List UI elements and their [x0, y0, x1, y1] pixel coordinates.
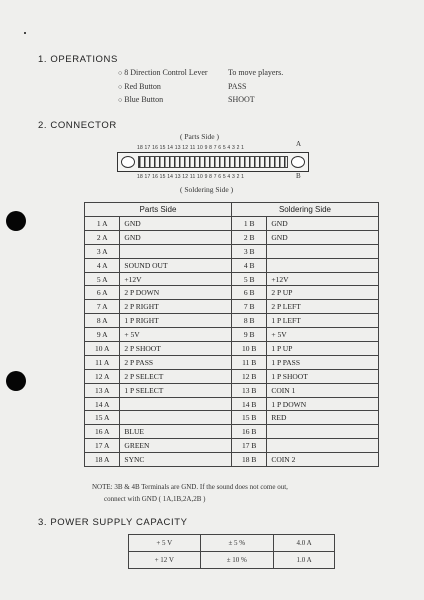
tolerance-cell: ± 10 % [200, 552, 274, 569]
signal-b-cell [267, 425, 379, 439]
table-header-row [85, 203, 379, 217]
signal-a-cell [120, 244, 232, 258]
pin-b-cell: 2 B [231, 230, 266, 244]
connector-mount-hole [121, 156, 135, 168]
pin-b-cell: 4 B [231, 258, 266, 272]
table-row [85, 217, 379, 231]
scan-speck [24, 32, 26, 34]
pin-b-cell: 11 B [231, 355, 266, 369]
pin-a-cell: 7 A [85, 300, 120, 314]
signal-b-cell: 1 P UP [267, 342, 379, 356]
header-parts-side: Parts Side [85, 203, 232, 217]
table-row [85, 355, 379, 369]
pin-a-cell: 15 A [85, 411, 120, 425]
pinout-table [84, 202, 379, 467]
operation-control: Red Button [124, 82, 161, 91]
table-row [85, 300, 379, 314]
connector-mount-hole [291, 156, 305, 168]
pin-a-cell: 12 A [85, 369, 120, 383]
table-row [85, 342, 379, 356]
signal-a-cell: 2 P RIGHT [120, 300, 232, 314]
signal-a-cell: BLUE [120, 425, 232, 439]
signal-b-cell: GND [267, 217, 379, 231]
signal-b-cell: 1 P SHOOT [267, 369, 379, 383]
pin-b-cell: 9 B [231, 328, 266, 342]
table-row [85, 425, 379, 439]
signal-b-cell: RED [267, 411, 379, 425]
power-row [129, 535, 335, 552]
signal-a-cell [120, 411, 232, 425]
operation-row [118, 95, 255, 104]
pin-a-cell: 10 A [85, 342, 120, 356]
table-row [85, 439, 379, 453]
table-row [85, 258, 379, 272]
pin-b-cell: 8 B [231, 314, 266, 328]
pin-numbers-bottom: 18 17 16 15 14 13 12 11 10 9 8 7 6 5 4 3 2 1 [137, 174, 245, 180]
parts-side-caption: ( Parts Side ) [180, 132, 219, 141]
table-row [85, 453, 379, 467]
current-cell: 1.0 A [274, 552, 335, 569]
table-row [85, 314, 379, 328]
signal-b-cell: 1 P PASS [267, 355, 379, 369]
signal-a-cell [120, 397, 232, 411]
signal-a-cell: 1 P SELECT [120, 383, 232, 397]
pin-a-cell: 2 A [85, 230, 120, 244]
operation-effect: PASS [228, 82, 247, 91]
operation-row [118, 68, 284, 77]
operation-control: 8 Direction Control Lever [124, 68, 208, 77]
pin-a-cell: 13 A [85, 383, 120, 397]
signal-b-cell [267, 244, 379, 258]
pin-a-cell: 4 A [85, 258, 120, 272]
signal-b-cell: + 5V [267, 328, 379, 342]
table-row [85, 383, 379, 397]
signal-b-cell: COIN 1 [267, 383, 379, 397]
signal-a-cell: 2 P DOWN [120, 286, 232, 300]
signal-a-cell: 1 P RIGHT [120, 314, 232, 328]
pin-b-cell: 16 B [231, 425, 266, 439]
signal-b-cell: 2 P UP [267, 286, 379, 300]
signal-a-cell: 2 P PASS [120, 355, 232, 369]
tolerance-cell: ± 5 % [200, 535, 274, 552]
operation-control: Blue Button [124, 95, 164, 104]
note-line-1: NOTE: 3B & 4B Terminals are GND. If the sound does not come out, [92, 483, 288, 491]
voltage-cell: + 5 V [129, 535, 201, 552]
operation-effect: To move players. [228, 68, 284, 77]
pin-b-cell: 13 B [231, 383, 266, 397]
signal-a-cell: GND [120, 230, 232, 244]
signal-a-cell: + 5V [120, 328, 232, 342]
power-table [128, 534, 335, 569]
signal-b-cell: 1 P LEFT [267, 314, 379, 328]
bullet-circle-icon: ○ [118, 69, 123, 77]
voltage-cell: + 12 V [129, 552, 201, 569]
pinout-rows [85, 217, 379, 467]
table-row [85, 397, 379, 411]
edge-connector-diagram [117, 152, 309, 172]
signal-a-cell: SYNC [120, 453, 232, 467]
power-rows [129, 535, 335, 569]
bullet-circle-icon: ○ [118, 96, 123, 104]
pin-a-cell: 17 A [85, 439, 120, 453]
signal-b-cell: COIN 2 [267, 453, 379, 467]
connector-pins [138, 156, 288, 168]
pin-b-cell: 14 B [231, 397, 266, 411]
pin-b-cell: 5 B [231, 272, 266, 286]
side-b-label: B [296, 172, 301, 180]
pin-a-cell: 6 A [85, 286, 120, 300]
pin-a-cell: 16 A [85, 425, 120, 439]
binder-hole-bottom [6, 371, 26, 391]
pin-a-cell: 14 A [85, 397, 120, 411]
signal-a-cell: GND [120, 217, 232, 231]
current-cell: 4.0 A [274, 535, 335, 552]
pin-numbers-top: 18 17 16 15 14 13 12 11 10 9 8 7 6 5 4 3 2 1 [137, 145, 245, 151]
signal-a-cell: +12V [120, 272, 232, 286]
pin-a-cell: 5 A [85, 272, 120, 286]
section-connector-title: 2. CONNECTOR [38, 120, 117, 131]
pin-a-cell: 8 A [85, 314, 120, 328]
pin-b-cell: 12 B [231, 369, 266, 383]
table-row [85, 411, 379, 425]
pin-b-cell: 1 B [231, 217, 266, 231]
operation-effect: SHOOT [228, 95, 255, 104]
signal-b-cell [267, 258, 379, 272]
pin-a-cell: 9 A [85, 328, 120, 342]
signal-b-cell: 2 P LEFT [267, 300, 379, 314]
binder-hole-top [6, 211, 26, 231]
table-row [85, 286, 379, 300]
signal-b-cell: GND [267, 230, 379, 244]
pin-b-cell: 17 B [231, 439, 266, 453]
side-a-label: A [296, 140, 302, 148]
pin-b-cell: 3 B [231, 244, 266, 258]
table-row [85, 369, 379, 383]
table-row [85, 244, 379, 258]
bullet-circle-icon: ○ [118, 83, 123, 91]
table-row [85, 230, 379, 244]
power-row [129, 552, 335, 569]
pin-a-cell: 1 A [85, 217, 120, 231]
pin-a-cell: 18 A [85, 453, 120, 467]
signal-b-cell [267, 439, 379, 453]
signal-a-cell: SOUND OUT [120, 258, 232, 272]
pin-b-cell: 6 B [231, 286, 266, 300]
table-row [85, 328, 379, 342]
header-soldering-side: Soldering Side [231, 203, 378, 217]
pin-a-cell: 3 A [85, 244, 120, 258]
signal-a-cell: 2 P SELECT [120, 369, 232, 383]
pin-b-cell: 10 B [231, 342, 266, 356]
section-operations-title: 1. OPERATIONS [38, 54, 118, 65]
operation-row [118, 82, 247, 91]
signal-a-cell: 2 P SHOOT [120, 342, 232, 356]
pin-b-cell: 15 B [231, 411, 266, 425]
signal-a-cell: GREEN [120, 439, 232, 453]
note-line-2: connect with GND ( 1A,1B,2A,2B ) [104, 495, 206, 503]
table-row [85, 272, 379, 286]
soldering-side-caption: ( Soldering Side ) [180, 185, 234, 194]
pin-a-cell: 11 A [85, 355, 120, 369]
signal-b-cell: 1 P DOWN [267, 397, 379, 411]
pin-b-cell: 18 B [231, 453, 266, 467]
section-power-title: 3. POWER SUPPLY CAPACITY [38, 517, 188, 528]
pin-b-cell: 7 B [231, 300, 266, 314]
signal-b-cell: +12V [267, 272, 379, 286]
